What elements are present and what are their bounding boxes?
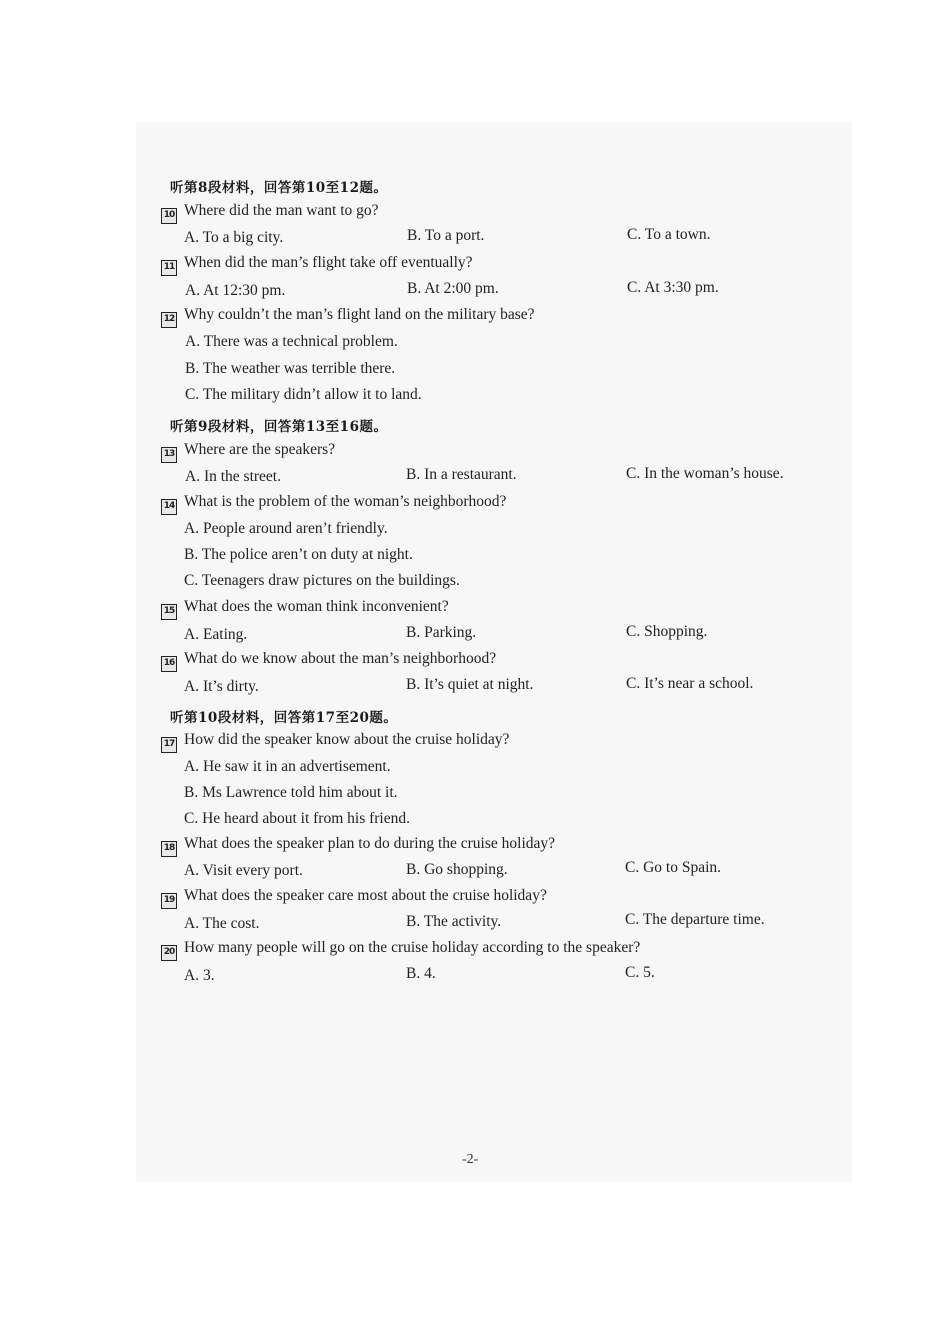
question-text: What does the speaker care most about the cruise holiday? <box>184 887 547 904</box>
option-b: B. Go shopping. <box>406 861 508 878</box>
option-b: B. The activity. <box>406 913 502 930</box>
question-number: 12 <box>161 312 177 328</box>
page-number: -2- <box>462 1152 479 1167</box>
question-text: How many people will go on the cruise holiday according to the speaker? <box>184 939 641 956</box>
question-number: 10 <box>161 208 177 224</box>
option-a: A. He saw it in an advertisement. <box>184 758 391 775</box>
section-heading: 听第9段材料，回答第13至16题。 <box>170 419 388 435</box>
option-c: C. 5. <box>625 964 655 981</box>
section-heading: 听第10段材料，回答第17至20题。 <box>170 710 398 726</box>
option-c: C. To a town. <box>627 226 711 243</box>
option-b: B. The weather was terrible there. <box>185 360 396 377</box>
question-20 <box>161 939 640 961</box>
option-b: B. In a restaurant. <box>406 466 517 483</box>
option-a: A. 3. <box>184 967 215 984</box>
question-number: 18 <box>161 841 177 857</box>
question-text: What is the problem of the woman’s neighborhood? <box>184 493 507 510</box>
option-c: C. In the woman’s house. <box>626 465 784 482</box>
question-18 <box>161 835 555 857</box>
option-c: C. At 3:30 pm. <box>627 279 719 296</box>
option-a: A. Eating. <box>184 626 248 643</box>
option-a: A. Visit every port. <box>184 862 303 879</box>
question-text: Why couldn’t the man’s flight land on the military base? <box>184 306 535 323</box>
question-number: 17 <box>161 737 177 753</box>
option-a: A. At 12:30 pm. <box>185 282 286 299</box>
question-text: Where did the man want to go? <box>184 202 379 219</box>
question-15 <box>161 598 449 620</box>
section-heading: 听第8段材料，回答第10至12题。 <box>170 180 388 196</box>
option-a: A. It’s dirty. <box>184 678 259 695</box>
option-b: B. At 2:00 pm. <box>407 280 499 297</box>
option-c: C. The military didn’t allow it to land. <box>185 386 422 403</box>
question-12 <box>161 306 535 328</box>
option-a: A. People around aren’t friendly. <box>184 520 388 537</box>
option-c: C. Go to Spain. <box>625 859 722 876</box>
question-text: When did the man’s flight take off eventually? <box>184 254 473 271</box>
option-b: B. Parking. <box>406 624 477 641</box>
question-13 <box>161 441 335 463</box>
question-number: 20 <box>161 945 177 961</box>
option-c: C. Shopping. <box>626 623 708 640</box>
option-c: C. It’s near a school. <box>626 675 754 692</box>
option-c: C. He heard about it from his friend. <box>184 810 410 827</box>
question-10 <box>161 202 379 224</box>
question-text: What does the speaker plan to do during the cruise holiday? <box>184 835 556 852</box>
question-number: 19 <box>161 893 177 909</box>
question-16 <box>161 650 496 672</box>
question-14 <box>161 493 506 515</box>
question-19 <box>161 887 547 909</box>
option-a: A. There was a technical problem. <box>185 333 398 350</box>
option-b: B. Ms Lawrence told him about it. <box>184 784 398 801</box>
option-c: C. Teenagers draw pictures on the buildings. <box>184 572 460 589</box>
question-17 <box>161 731 509 753</box>
option-a: A. In the street. <box>185 468 281 485</box>
question-text: Where are the speakers? <box>184 441 336 458</box>
option-a: A. The cost. <box>184 915 260 932</box>
option-b: B. 4. <box>406 965 436 982</box>
question-number: 11 <box>161 260 177 276</box>
option-a: A. To a big city. <box>184 229 284 246</box>
question-number: 14 <box>161 499 177 515</box>
question-number: 16 <box>161 656 177 672</box>
question-number: 15 <box>161 604 177 620</box>
option-c: C. The departure time. <box>625 911 765 928</box>
option-b: B. It’s quiet at night. <box>406 676 534 693</box>
option-b: B. To a port. <box>407 227 485 244</box>
question-text: What do we know about the man’s neighborhood? <box>184 650 497 667</box>
question-number: 13 <box>161 447 177 463</box>
option-b: B. The police aren’t on duty at night. <box>184 546 413 563</box>
question-text: What does the woman think inconvenient? <box>184 598 449 615</box>
question-text: How did the speaker know about the cruise holiday? <box>184 731 510 748</box>
question-11 <box>161 254 473 276</box>
